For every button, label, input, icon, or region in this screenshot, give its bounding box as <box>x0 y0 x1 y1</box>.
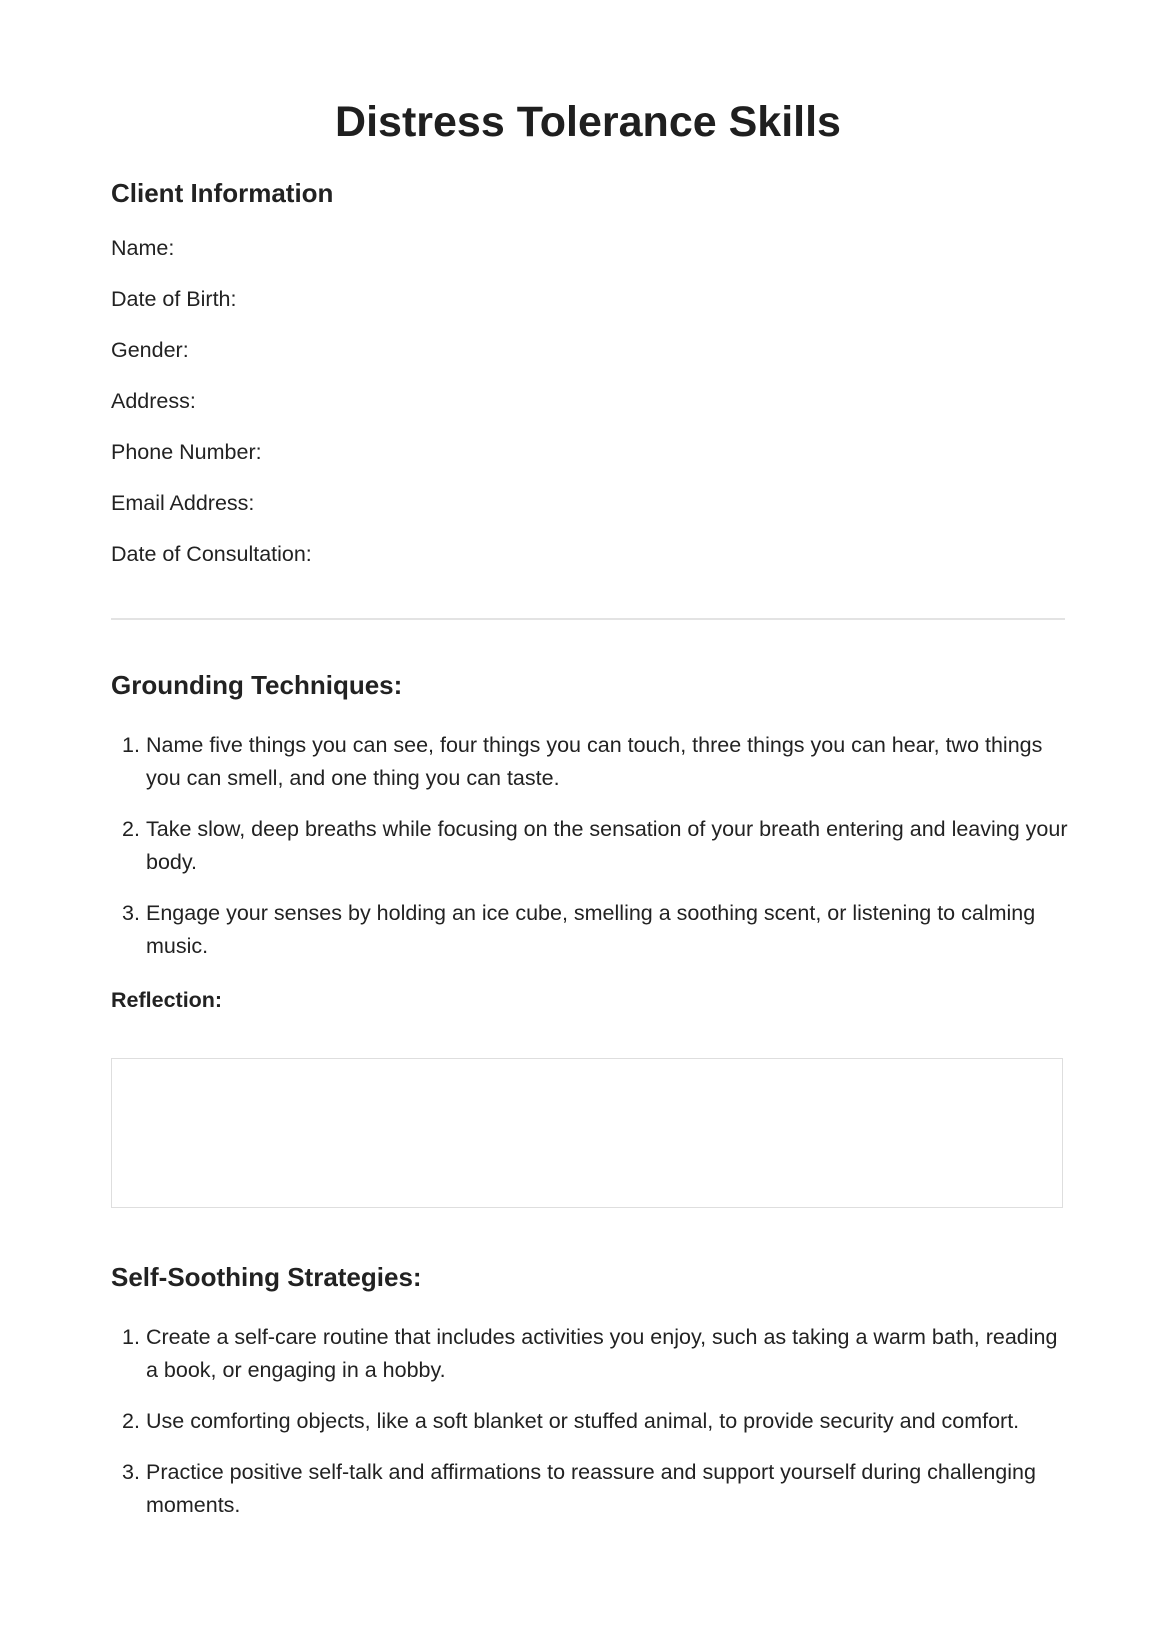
reflection-label: Reflection: <box>111 988 223 1012</box>
list-item-text: Create a self-care routine that includes activities you enjoy, such as taking a warm bath, reading a book, or engaging in a hobby. <box>146 1325 1058 1382</box>
list-item <box>111 729 1071 795</box>
list-item-number: 2. <box>122 1409 140 1433</box>
name-field-label: Name: <box>111 236 175 260</box>
list-item-text: Practice positive self-talk and affirmations to reassure and support yourself during challenging moments. <box>146 1460 1036 1517</box>
section-divider <box>111 618 1065 620</box>
client-information-heading: Client Information <box>111 178 334 208</box>
list-item <box>111 1321 1071 1387</box>
list-item <box>111 1405 1071 1438</box>
list-item <box>111 897 1071 963</box>
grounding-techniques-heading: Grounding Techniques: <box>111 670 403 700</box>
list-item-number: 3. <box>122 901 140 925</box>
list-item-number: 2. <box>122 817 140 841</box>
date-of-birth-field-label: Date of Birth: <box>111 287 237 311</box>
list-item-number: 1. <box>122 1325 140 1349</box>
list-item-text: Engage your senses by holding an ice cube, smelling a soothing scent, or listening to calming music. <box>146 901 1036 958</box>
self-soothing-strategies-heading: Self-Soothing Strategies: <box>111 1262 422 1292</box>
list-item-text: Use comforting objects, like a soft blanket or stuffed animal, to provide security and comfort. <box>146 1409 1020 1433</box>
list-item-text: Take slow, deep breaths while focusing on the sensation of your breath entering and leaving your body. <box>146 817 1068 874</box>
email-address-field-label: Email Address: <box>111 491 255 515</box>
address-field-label: Address: <box>111 389 196 413</box>
self-soothing-strategies-list <box>111 1321 1071 1540</box>
reflection-input-box[interactable] <box>111 1058 1063 1208</box>
date-of-consultation-field-label: Date of Consultation: <box>111 542 312 566</box>
page-title: Distress Tolerance Skills <box>335 98 841 146</box>
gender-field-label: Gender: <box>111 338 189 362</box>
list-item-text: Name five things you can see, four things you can touch, three things you can hear, two things you can smell, and one thing you can taste. <box>146 733 1043 790</box>
list-item-number: 3. <box>122 1460 140 1484</box>
grounding-techniques-list <box>111 729 1071 981</box>
list-item-number: 1. <box>122 733 140 757</box>
phone-number-field-label: Phone Number: <box>111 440 262 464</box>
list-item <box>111 1456 1071 1522</box>
list-item <box>111 813 1071 879</box>
